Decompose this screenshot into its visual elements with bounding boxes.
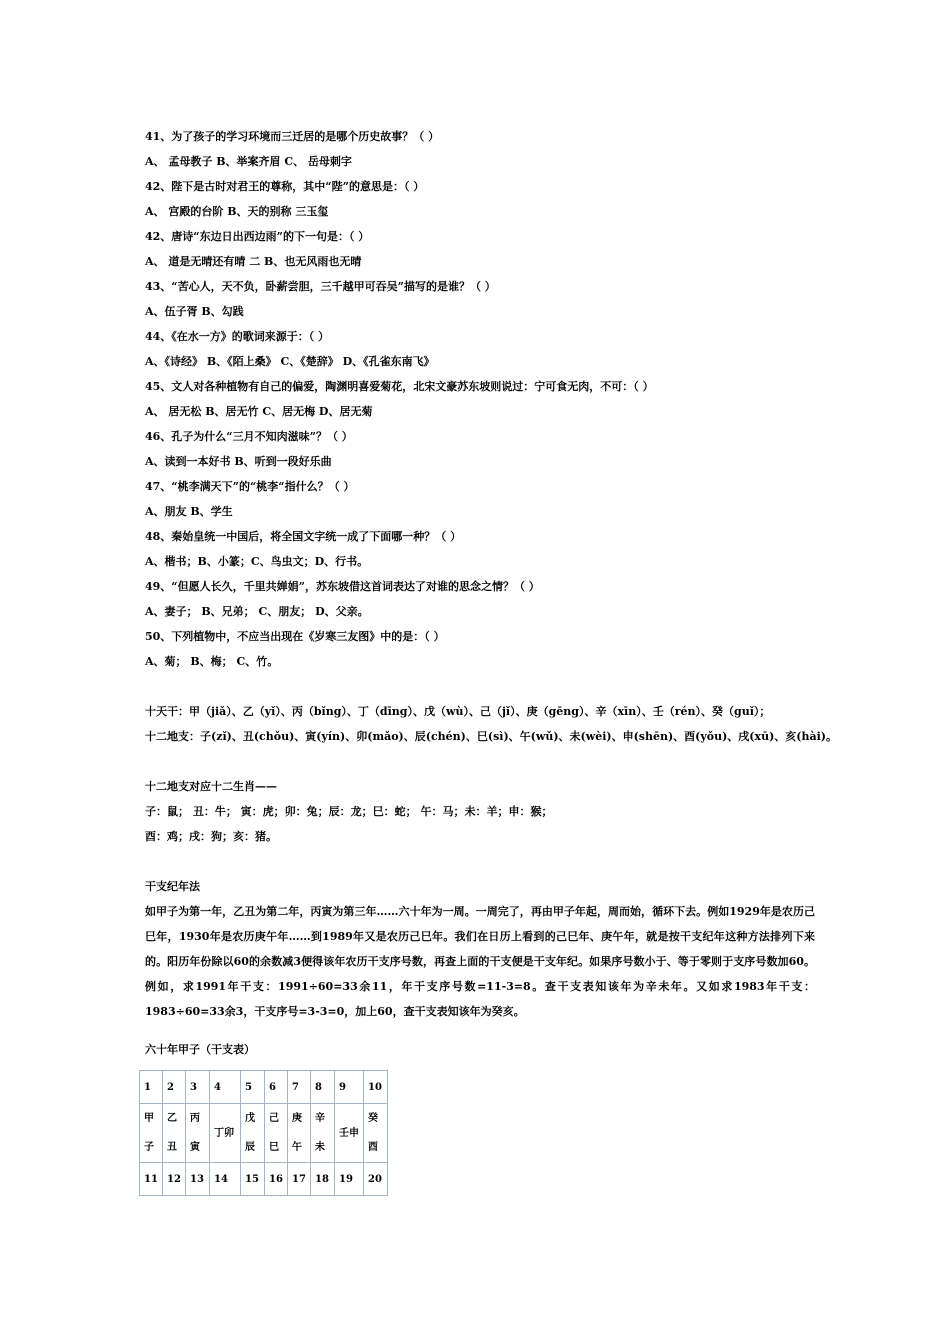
- table-cell: [163, 1104, 186, 1163]
- table-cell: [311, 1104, 335, 1163]
- question-44: 44、《在水一方》的歌词来源于：（ ）: [145, 330, 330, 343]
- options-42b: A、 道是无晴还有晴 二 B、也无风雨也无晴: [145, 255, 362, 268]
- table-cell: 10: [364, 1071, 388, 1104]
- question-48: 48、秦始皇统一中国后，将全国文字统一成了下面哪一种？（ ）: [145, 530, 462, 543]
- table-cell: 13: [186, 1163, 210, 1196]
- options-44: A、《诗经》 B、《陌上桑》 C、《楚辞》 D、《孔雀东南飞》: [145, 355, 435, 368]
- ganzhi-body: 如甲子为第一年，乙丑为第二年，丙寅为第三年……六十年为一周。一周完了，再由甲子年起，周而始，循环下去。例如1929年是农历己巳年，1930年是农历庚午年……到1989年又是农历己巳年。我们在日历上看到的己巳年、庚午年，就是按干支纪年这种方法排列下来的。阳历年份除以60的余数减3便得该年农历干支序号数，再查上面的干支便是干支年纪。如果序号数小于、等于零则于支序号数加60。例如，求1991年干支：1991÷60=33余11，年干支序号数=11-3=8。查干支表知该年为辛未年。又如求1983年干支：1983÷60=33余3，干支序号=3-3=0，加上60，查干支表知该年为癸亥。: [145, 905, 815, 1018]
- table-cell: 5: [241, 1071, 265, 1104]
- options-43: A、伍子胥 B、勾践: [145, 305, 244, 318]
- branch-char: 午: [292, 1142, 302, 1153]
- earthly-branches: 十二地支：子(zǐ)、丑(chǒu)、寅(yín)、卯(mǎo)、辰(chén)、巳(sì)、午(wǔ)、未(wèi)、申(shēn)、酉(yǒu)、戌(xū)、亥(hài)。: [145, 730, 837, 743]
- question-41: 41、为了孩子的学习环境而三迁居的是哪个历史故事？（ ）: [145, 130, 440, 143]
- question-46: 46、孔子为什么“三月不知肉滋味”？（ ）: [145, 430, 353, 443]
- heavenly-stems: 十天干：甲（jiǎ）、乙（yǐ）、丙（bǐng）、丁（dīng）、戊（wù）、己（jǐ）、庚（gēng）、辛（xīn）、壬（rén）、癸（guǐ）；: [145, 705, 771, 718]
- table-title: 六十年甲子（干支表）: [145, 1043, 255, 1056]
- options-50: A、菊； B、梅； C、竹。: [145, 655, 279, 668]
- table-row: [140, 1163, 388, 1196]
- question-50: 50、下列植物中，不应当出现在《岁寒三友图》中的是：（ ）: [145, 630, 445, 643]
- table-cell: 1: [140, 1071, 163, 1104]
- options-49: A、妻子； B、兄弟； C、朋友； D、父亲。: [145, 605, 369, 618]
- table-cell: [241, 1104, 265, 1163]
- question-42a: 42、陛下是古时对君王的尊称，其中“陛”的意思是：（ ）: [145, 180, 425, 193]
- table-cell: 14: [210, 1163, 241, 1196]
- table-cell: 17: [288, 1163, 311, 1196]
- table-cell: [186, 1104, 210, 1163]
- zodiac-line-2: 酉：鸡；戌：狗；亥：猪。: [145, 830, 277, 843]
- table-cell: 11: [140, 1163, 163, 1196]
- table-cell: 16: [265, 1163, 288, 1196]
- options-45: A、 居无松 B、居无竹 C、居无梅 D、居无菊: [145, 405, 373, 418]
- document-page: [145, 124, 837, 1062]
- stem-char: 己: [269, 1113, 279, 1124]
- spacer: [145, 849, 815, 874]
- options-47: A、朋友 B、学生: [145, 505, 233, 518]
- stem-char: 癸: [368, 1113, 378, 1124]
- options-48: A、楷书；B、小篆；C、鸟虫文；D、行书。: [145, 555, 369, 568]
- table-cell: [288, 1104, 311, 1163]
- options-41: A、 孟母教子 B、举案齐眉 C、 岳母刺字: [145, 155, 352, 168]
- stem-char: 戊: [245, 1113, 255, 1124]
- table-row: [140, 1071, 388, 1104]
- ganzhi-title: 干支纪年法: [145, 880, 200, 893]
- table-cell: 20: [364, 1163, 388, 1196]
- branch-char: 辰: [245, 1142, 255, 1153]
- table-cell: 8: [311, 1071, 335, 1104]
- question-47: 47、“桃李满天下”的“桃李“指什么？（ ）: [145, 480, 355, 493]
- branch-char: 酉: [368, 1142, 378, 1153]
- branch-char: 未: [315, 1142, 325, 1153]
- spacer: [145, 674, 815, 699]
- table-cell: 9: [335, 1071, 364, 1104]
- question-49: 49、“但愿人长久，千里共婵娟”，苏东坡借这首词表达了对谁的思念之情？（ ）: [145, 580, 540, 593]
- table-cell: 15: [241, 1163, 265, 1196]
- table-cell: [210, 1104, 241, 1163]
- table-cell: [364, 1104, 388, 1163]
- ganzhi-name: 壬申: [339, 1127, 359, 1139]
- table-cell: [265, 1104, 288, 1163]
- stem-char: 丙: [190, 1113, 200, 1124]
- table-cell: 3: [186, 1071, 210, 1104]
- spacer: [145, 749, 815, 774]
- table-cell: 19: [335, 1163, 364, 1196]
- branch-char: 巳: [269, 1142, 279, 1153]
- options-46: A、读到一本好书 B、听到一段好乐曲: [145, 455, 332, 468]
- table-cell: 4: [210, 1071, 241, 1104]
- ganzhi-table: [139, 1070, 388, 1196]
- table-row: [140, 1104, 388, 1163]
- table-cell: [335, 1104, 364, 1163]
- branch-char: 子: [144, 1142, 154, 1153]
- question-43: 43、“苦心人，天不负，卧薪尝胆，三千越甲可吞吴”描写的是谁？（ ）: [145, 280, 496, 293]
- branch-char: 寅: [190, 1142, 200, 1153]
- stem-char: 庚: [292, 1113, 302, 1124]
- table-cell: 12: [163, 1163, 186, 1196]
- question-45: 45、文人对各种植物有自己的偏爱，陶渊明喜爱菊花，北宋文豪苏东坡则说过：宁可食无肉，不可：（ ）: [145, 380, 654, 393]
- question-42b: 42、唐诗“东边日出西边雨”的下一句是：（ ）: [145, 230, 370, 243]
- zodiac-line-1: 子：鼠； 丑：牛； 寅：虎；卯：兔；辰：龙；巳：蛇； 午：马；未：羊；申：猴；: [145, 805, 553, 818]
- table-cell: 2: [163, 1071, 186, 1104]
- table-cell: 7: [288, 1071, 311, 1104]
- options-42a: A、 宫殿的台阶 B、天的别称 三玉玺: [145, 205, 329, 218]
- ganzhi-name: 丁卯: [214, 1127, 234, 1139]
- zodiac-title: 十二地支对应十二生肖——: [145, 780, 277, 793]
- table-cell: [140, 1104, 163, 1163]
- stem-char: 甲: [144, 1113, 154, 1124]
- stem-char: 乙: [167, 1113, 177, 1124]
- table-cell: 6: [265, 1071, 288, 1104]
- branch-char: 丑: [167, 1142, 177, 1153]
- stem-char: 辛: [315, 1113, 325, 1124]
- table-cell: 18: [311, 1163, 335, 1196]
